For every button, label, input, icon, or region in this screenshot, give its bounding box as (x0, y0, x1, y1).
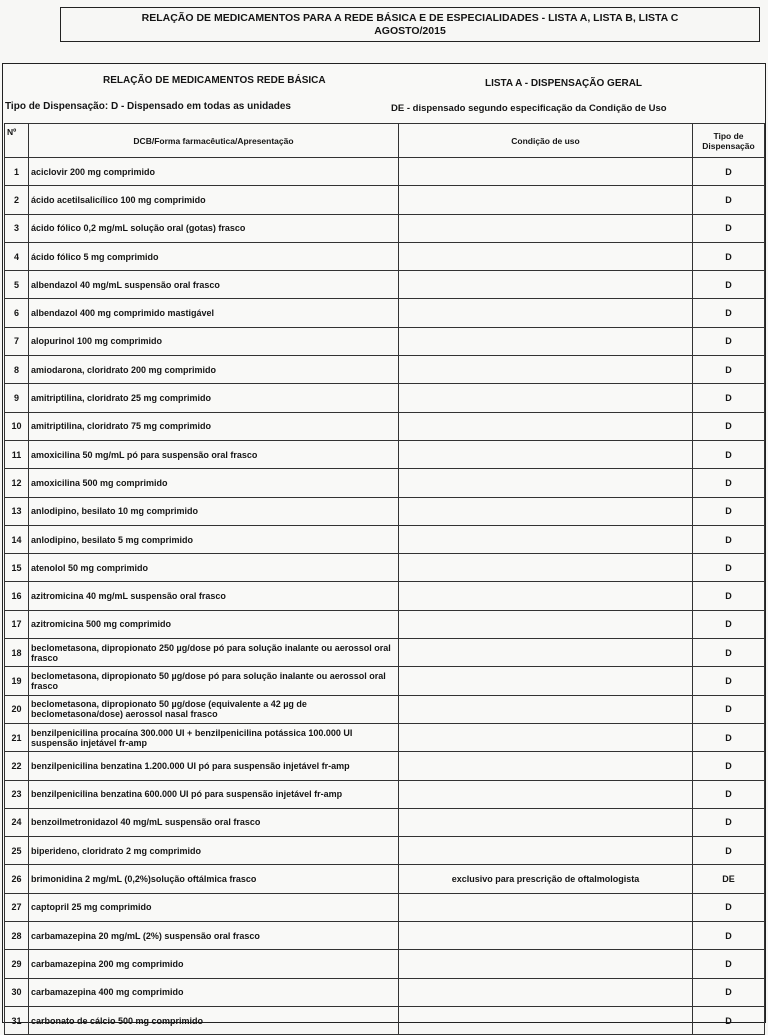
row-description: atenolol 50 mg comprimido (29, 554, 399, 582)
row-condition (399, 639, 693, 667)
section-title-row (3, 64, 765, 94)
table-row (5, 922, 765, 950)
row-condition (399, 780, 693, 808)
row-number: 25 (5, 837, 29, 865)
row-condition (399, 327, 693, 355)
row-number: 11 (5, 440, 29, 468)
header-date: AGOSTO/2015 (374, 25, 446, 37)
row-condition (399, 667, 693, 695)
row-description: benzilpenicilina benzatina 1.200.000 UI pó para suspensão injetável fr-amp (29, 752, 399, 780)
column-header-number: Nº (5, 124, 29, 158)
row-condition (399, 554, 693, 582)
table-row (5, 865, 765, 893)
row-number: 31 (5, 1006, 29, 1034)
table-row (5, 893, 765, 921)
row-condition (399, 922, 693, 950)
row-description: anlodipino, besilato 5 mg comprimido (29, 525, 399, 553)
row-description: benzilpenicilina benzatina 600.000 UI pó para suspensão injetável fr-amp (29, 780, 399, 808)
row-dispensing-type: D (693, 186, 765, 214)
section-title: RELAÇÃO DE MEDICAMENTOS REDE BÁSICA (103, 75, 326, 86)
row-dispensing-type: D (693, 299, 765, 327)
row-description: amitriptilina, cloridrato 75 mg comprimido (29, 412, 399, 440)
table-row (5, 384, 765, 412)
row-condition (399, 497, 693, 525)
table-header-row (5, 124, 765, 158)
row-number: 14 (5, 525, 29, 553)
table-row (5, 158, 765, 186)
row-dispensing-type: D (693, 554, 765, 582)
row-dispensing-type: D (693, 893, 765, 921)
row-number: 16 (5, 582, 29, 610)
table-row (5, 752, 765, 780)
medication-table (4, 123, 765, 1035)
row-condition (399, 384, 693, 412)
column-header-condition: Condição de uso (399, 124, 693, 158)
table-row (5, 271, 765, 299)
row-description: amoxicilina 50 mg/mL pó para suspensão oral frasco (29, 440, 399, 468)
row-description: captopril 25 mg comprimido (29, 893, 399, 921)
table-row (5, 299, 765, 327)
table-row (5, 186, 765, 214)
row-number: 6 (5, 299, 29, 327)
table-row (5, 695, 765, 723)
row-condition (399, 356, 693, 384)
row-condition (399, 950, 693, 978)
row-description: benzoilmetronidazol 40 mg/mL suspensão oral frasco (29, 808, 399, 836)
table-row (5, 525, 765, 553)
row-dispensing-type: D (693, 525, 765, 553)
table-row (5, 639, 765, 667)
row-dispensing-type: D (693, 242, 765, 270)
row-number: 22 (5, 752, 29, 780)
row-description: brimonidina 2 mg/mL (0,2%)solução oftálmica frasco (29, 865, 399, 893)
row-number: 5 (5, 271, 29, 299)
row-number: 15 (5, 554, 29, 582)
row-dispensing-type: D (693, 950, 765, 978)
row-dispensing-type: D (693, 808, 765, 836)
row-condition (399, 723, 693, 751)
row-condition (399, 469, 693, 497)
row-description: ácido fólico 5 mg comprimido (29, 242, 399, 270)
table-row (5, 780, 765, 808)
row-number: 4 (5, 242, 29, 270)
row-description: ácido acetilsalicílico 100 mg comprimido (29, 186, 399, 214)
row-condition (399, 808, 693, 836)
row-condition (399, 610, 693, 638)
row-condition (399, 1006, 693, 1034)
row-description: azitromicina 40 mg/mL suspensão oral frasco (29, 582, 399, 610)
row-number: 8 (5, 356, 29, 384)
row-description: carbamazepina 20 mg/mL (2%) suspensão oral frasco (29, 922, 399, 950)
row-dispensing-type: D (693, 469, 765, 497)
list-title: LISTA A - DISPENSAÇÃO GERAL (485, 78, 643, 89)
row-dispensing-type: D (693, 1006, 765, 1034)
row-number: 7 (5, 327, 29, 355)
row-number: 1 (5, 158, 29, 186)
row-dispensing-type: D (693, 356, 765, 384)
row-description: aciclovir 200 mg comprimido (29, 158, 399, 186)
table-row (5, 412, 765, 440)
row-dispensing-type: D (693, 639, 765, 667)
row-number: 27 (5, 893, 29, 921)
row-dispensing-type: DE (693, 865, 765, 893)
row-description: azitromicina 500 mg comprimido (29, 610, 399, 638)
row-dispensing-type: D (693, 412, 765, 440)
row-dispensing-type: D (693, 327, 765, 355)
column-header-dispensing: Tipo de Dispensação (693, 124, 765, 158)
table-row (5, 440, 765, 468)
row-dispensing-type: D (693, 752, 765, 780)
row-dispensing-type: D (693, 214, 765, 242)
row-description: beclometasona, dipropionato 50 µg/dose pó para solução inalante ou aerossol oral frasco (29, 667, 399, 695)
table-row (5, 554, 765, 582)
row-number: 10 (5, 412, 29, 440)
row-description: anlodipino, besilato 10 mg comprimido (29, 497, 399, 525)
row-dispensing-type: D (693, 440, 765, 468)
row-number: 12 (5, 469, 29, 497)
row-condition (399, 158, 693, 186)
row-dispensing-type: D (693, 582, 765, 610)
row-number: 24 (5, 808, 29, 836)
row-number: 20 (5, 695, 29, 723)
table-row (5, 978, 765, 1006)
row-number: 21 (5, 723, 29, 751)
row-dispensing-type: D (693, 497, 765, 525)
row-dispensing-type: D (693, 723, 765, 751)
row-condition (399, 440, 693, 468)
row-condition (399, 242, 693, 270)
row-number: 28 (5, 922, 29, 950)
row-condition (399, 214, 693, 242)
table-row (5, 723, 765, 751)
row-description: carbamazepina 400 mg comprimido (29, 978, 399, 1006)
table-row (5, 667, 765, 695)
row-dispensing-type: D (693, 667, 765, 695)
row-number: 2 (5, 186, 29, 214)
table-row (5, 808, 765, 836)
row-number: 13 (5, 497, 29, 525)
row-description: beclometasona, dipropionato 250 µg/dose pó para solução inalante ou aerossol oral frasco (29, 639, 399, 667)
table-row (5, 469, 765, 497)
row-dispensing-type: D (693, 837, 765, 865)
dispensing-type-label: Tipo de Dispensação: D - Dispensado em todas as unidades (5, 101, 291, 112)
row-number: 18 (5, 639, 29, 667)
row-description: ácido fólico 0,2 mg/mL solução oral (gotas) frasco (29, 214, 399, 242)
row-condition (399, 299, 693, 327)
table-row (5, 610, 765, 638)
row-dispensing-type: D (693, 271, 765, 299)
row-number: 9 (5, 384, 29, 412)
row-description: carbamazepina 200 mg comprimido (29, 950, 399, 978)
row-dispensing-type: D (693, 695, 765, 723)
row-description: amiodarona, cloridrato 200 mg comprimido (29, 356, 399, 384)
row-condition: exclusivo para prescrição de oftalmologista (399, 865, 693, 893)
row-condition (399, 412, 693, 440)
row-number: 23 (5, 780, 29, 808)
row-dispensing-type: D (693, 610, 765, 638)
row-description: biperideno, cloridrato 2 mg comprimido (29, 837, 399, 865)
row-number: 26 (5, 865, 29, 893)
row-dispensing-type: D (693, 922, 765, 950)
row-description: amoxicilina 500 mg comprimido (29, 469, 399, 497)
row-number: 30 (5, 978, 29, 1006)
row-description: alopurinol 100 mg comprimido (29, 327, 399, 355)
row-number: 29 (5, 950, 29, 978)
row-number: 3 (5, 214, 29, 242)
row-description: benzilpenicilina procaína 300.000 UI + benzilpenicilina potássica 100.000 UI suspensão injetável fr-amp (29, 723, 399, 751)
row-condition (399, 978, 693, 1006)
table-row (5, 1006, 765, 1034)
row-condition (399, 752, 693, 780)
row-condition (399, 271, 693, 299)
dispensing-type-row (3, 99, 765, 119)
row-description: albendazol 40 mg/mL suspensão oral frasco (29, 271, 399, 299)
row-dispensing-type: D (693, 780, 765, 808)
row-condition (399, 695, 693, 723)
row-condition (399, 893, 693, 921)
column-header-description: DCB/Forma farmacêutica/Apresentação (29, 124, 399, 158)
document-header (60, 7, 760, 42)
row-number: 17 (5, 610, 29, 638)
row-condition (399, 837, 693, 865)
dispensing-type-de: DE - dispensado segundo especificação da Condição de Uso (391, 103, 667, 114)
row-description: amitriptilina, cloridrato 25 mg comprimido (29, 384, 399, 412)
table-row (5, 950, 765, 978)
table-row (5, 837, 765, 865)
row-condition (399, 582, 693, 610)
row-condition (399, 186, 693, 214)
row-dispensing-type: D (693, 384, 765, 412)
table-row (5, 242, 765, 270)
row-dispensing-type: D (693, 978, 765, 1006)
row-description: carbonato de cálcio 500 mg comprimido (29, 1006, 399, 1034)
table-row (5, 214, 765, 242)
row-description: albendazol 400 mg comprimido mastigável (29, 299, 399, 327)
row-dispensing-type: D (693, 158, 765, 186)
table-row (5, 356, 765, 384)
row-condition (399, 525, 693, 553)
row-description: beclometasona, dipropionato 50 µg/dose (equivalente a 42 µg de beclometasona/dose) aerossol nasal frasco (29, 695, 399, 723)
medication-list-sheet (2, 63, 766, 1026)
table-row (5, 497, 765, 525)
table-row (5, 582, 765, 610)
table-row (5, 327, 765, 355)
header-title: RELAÇÃO DE MEDICAMENTOS PARA A REDE BÁSICA E DE ESPECIALIDADES - LISTA A, LISTA B, LISTA C (141, 12, 679, 24)
row-number: 19 (5, 667, 29, 695)
